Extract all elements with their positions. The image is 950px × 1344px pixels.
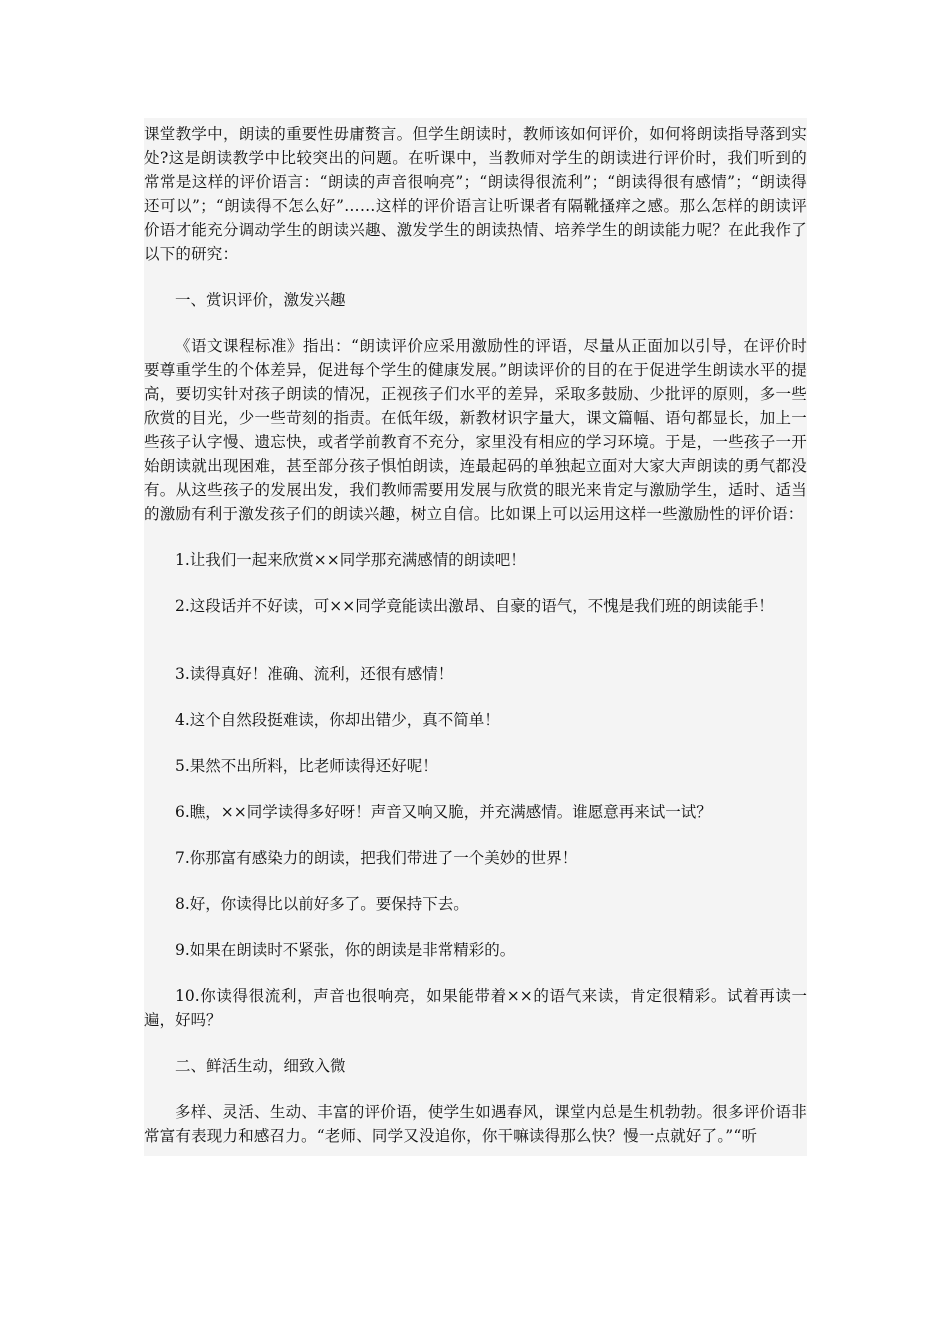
spacer xyxy=(144,1078,807,1100)
list-item: 2.这段话并不好读，可××同学竟能读出激昂、自豪的语气，不愧是我们班的朗读能手！ xyxy=(175,597,774,615)
spacer xyxy=(144,266,807,288)
list-item: 3.读得真好！准确、流利，还很有感情！ xyxy=(175,665,454,683)
article-body xyxy=(144,118,807,1156)
list-item: 10.你读得很流利，声音也很响亮，如果能带着××的语气来读，肯定很精彩。试着再读一遍，好吗？ xyxy=(144,987,807,1029)
list-item: 4.这个自然段挺难读，你却出错少，真不简单！ xyxy=(175,711,500,729)
section-heading-2: 二、鲜活生动，细致入微 xyxy=(175,1057,346,1075)
section-heading-1: 一、赏识评价，激发兴趣 xyxy=(175,291,346,309)
list-item: 5.果然不出所料，比老师读得还好呢！ xyxy=(175,757,438,775)
list-item: 1.让我们一起来欣赏××同学那充满感情的朗读吧！ xyxy=(175,551,526,569)
section1-paragraph: 《语文课程标准》指出：“朗读评价应采用激励性的评语，尽量从正面加以引导，在评价时要尊重学生的个体差异，促进每个学生的健康发展。”朗读评价的目的在于促进学生朗读水平的提高，要切实针对孩子朗读的情况，正视孩子们水平的差异，采取多鼓励、少批评的原则，多一些欣赏的目光，少一些苛刻的指责。在低年级，新教材识字量大，课文篇幅、语句都显长，加上一些孩子认字慢、遗忘快，或者学前教育不充分，家里没有相应的学习环境。于是，一些孩子一开始朗读就出现困难，甚至部分孩子惧怕朗读，连最起码的单独起立面对大家大声朗读的勇气都没有。从这些孩子的发展出发，我们教师需要用发展与欣赏的眼光来肯定与激励学生，适时、适当的激励有利于激发孩子们的朗读兴趣，树立自信。比如课上可以运用这样一些激励性的评价语： xyxy=(144,337,807,523)
list-item: 7.你那富有感染力的朗读，把我们带进了一个美妙的世界！ xyxy=(175,849,578,867)
spacer xyxy=(144,686,807,708)
intro-paragraph: 课堂教学中，朗读的重要性毋庸赘言。但学生朗读时，教师该如何评价，如何将朗读指导落到实处?这是朗读教学中比较突出的问题。在听课中，当教师对学生的朗读进行评价时，我们听到的常常是这样的评价语言：“朗读的声音很响亮”；“朗读得很流利”；“朗读得很有感情”；“朗读得还可以”；“朗读得不怎么好”……这样的评价语言让听课者有隔靴搔痒之感。那么怎样的朗读评价语才能充分调动学生的朗读兴趣、激发学生的朗读热情、培养学生的朗读能力呢？在此我作了以下的研究： xyxy=(144,125,807,263)
spacer xyxy=(144,916,807,938)
spacer xyxy=(144,618,807,662)
list-item: 8.好，你读得比以前好多了。要保持下去。 xyxy=(175,895,469,913)
spacer xyxy=(144,732,807,754)
list-item: 9.如果在朗读时不紧张，你的朗读是非常精彩的。 xyxy=(175,941,516,959)
spacer xyxy=(144,526,807,548)
spacer xyxy=(144,778,807,800)
spacer xyxy=(144,572,807,594)
spacer xyxy=(144,962,807,984)
spacer xyxy=(144,1032,807,1054)
spacer xyxy=(144,870,807,892)
spacer xyxy=(144,312,807,334)
list-item: 6.瞧，××同学读得多好呀！声音又响又脆，并充满感情。谁愿意再来试一试？ xyxy=(175,803,712,821)
section2-paragraph: 多样、灵活、生动、丰富的评价语，使学生如遇春风，课堂内总是生机勃勃。很多评价语非常富有表现力和感召力。“老师、同学又没追你，你干嘛读得那么快？慢一点就好了。”“听 xyxy=(144,1103,807,1145)
spacer xyxy=(144,824,807,846)
